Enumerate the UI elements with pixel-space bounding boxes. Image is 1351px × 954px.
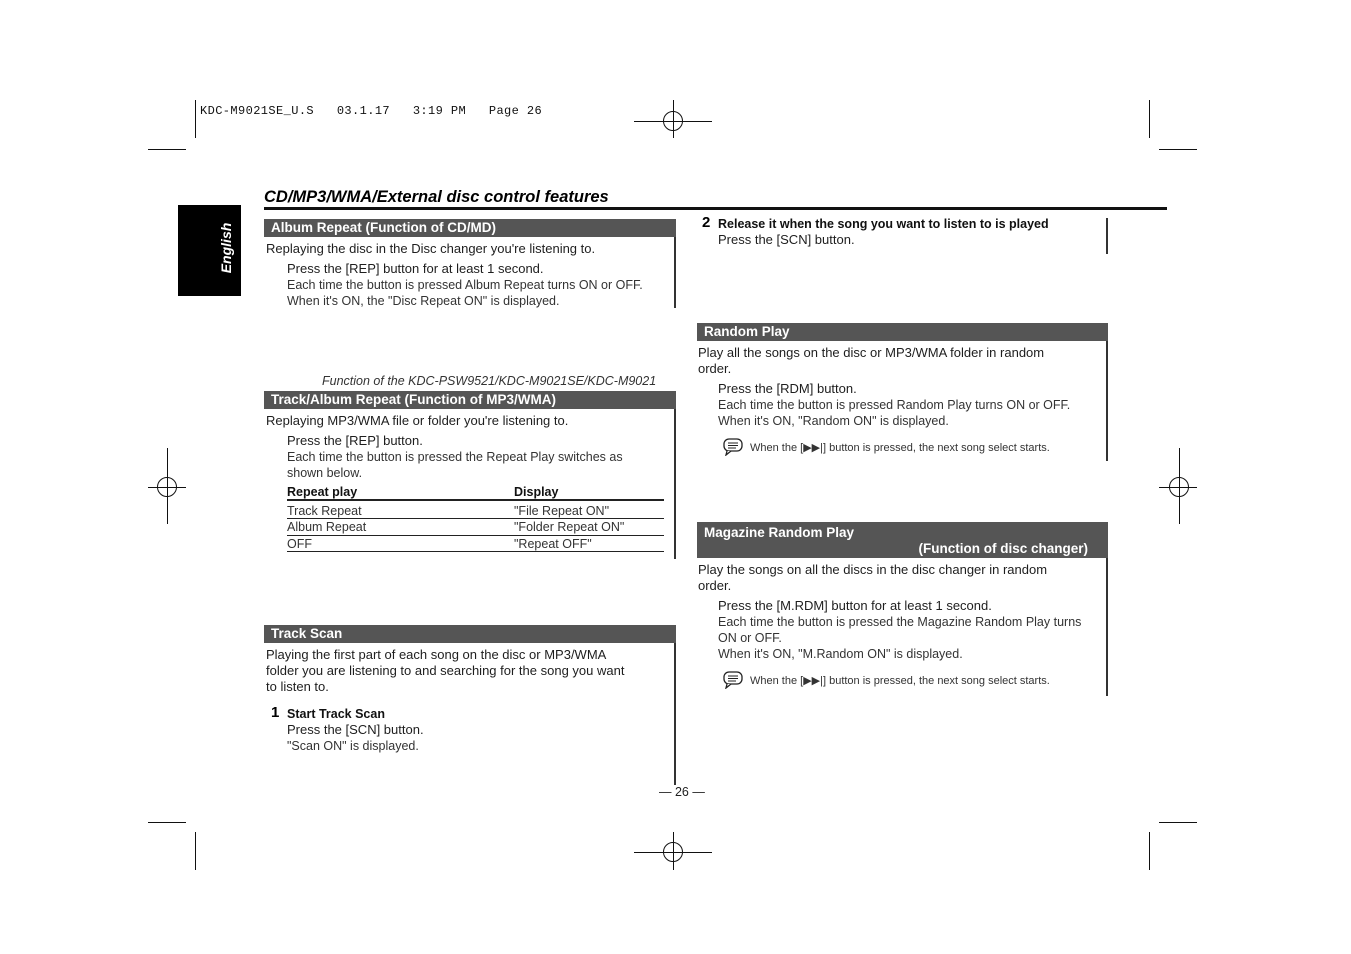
- print-header: KDC-M9021SE_U.S 03.1.17 3:19 PM Page 26: [200, 104, 543, 118]
- magazine-random-heading-title: Magazine Random Play: [704, 525, 855, 540]
- album-repeat-detail: When it's ON, the "Disc Repeat ON" is displayed.: [287, 294, 560, 308]
- note-icon: [722, 671, 744, 689]
- album-repeat-instruction: Press the [REP] button for at least 1 second.: [287, 261, 544, 276]
- crop-mark: [195, 832, 196, 870]
- track-scan-instruction: Press the [SCN] button.: [287, 722, 424, 737]
- random-play-intro: order.: [698, 361, 732, 376]
- table-row: OFF: [287, 537, 312, 551]
- track-album-repeat-instruction: Press the [REP] button.: [287, 433, 423, 448]
- column-rule: [674, 409, 676, 559]
- random-play-instruction: Press the [RDM] button.: [718, 381, 857, 396]
- step-title: Start Track Scan: [287, 707, 385, 721]
- magazine-random-heading-subtitle: (Function of disc changer): [918, 541, 1088, 556]
- title-rule: [264, 207, 1167, 210]
- step-title: Release it when the song you want to listen to is played: [718, 217, 1049, 231]
- crop-mark: [1159, 822, 1197, 823]
- magazine-random-detail: When it's ON, "M.Random ON" is displayed.: [718, 647, 963, 661]
- magazine-random-detail: Each time the button is pressed the Magazine Random Play turns: [718, 615, 1082, 629]
- album-repeat-heading: Album Repeat (Function of CD/MD): [264, 219, 676, 237]
- table-row: "Folder Repeat ON": [514, 520, 625, 534]
- step-number: 2: [702, 214, 711, 231]
- note-icon: [722, 438, 744, 456]
- column-rule: [1106, 558, 1108, 696]
- random-play-note: When the [▶▶|] button is pressed, the next song select starts.: [750, 442, 1050, 454]
- crop-mark: [1149, 100, 1150, 138]
- magazine-random-note: When the [▶▶|] button is pressed, the next song select starts.: [750, 675, 1050, 687]
- page-title: CD/MP3/WMA/External disc control features: [264, 188, 609, 206]
- random-play-detail: Each time the button is pressed Random Play turns ON or OFF.: [718, 398, 1071, 412]
- track-scan-intro: to listen to.: [266, 679, 329, 694]
- album-repeat-detail: Each time the button is pressed Album Repeat turns ON or OFF.: [287, 278, 643, 292]
- track-album-repeat-heading: Track/Album Repeat (Function of MP3/WMA): [264, 391, 676, 409]
- magazine-random-instruction: Press the [M.RDM] button for at least 1 second.: [718, 598, 992, 613]
- track-album-repeat-intro: Replaying MP3/WMA file or folder you're listening to.: [266, 413, 569, 428]
- crop-mark: [1149, 832, 1150, 870]
- random-play-detail: When it's ON, "Random ON" is displayed.: [718, 414, 949, 428]
- track-scan-detail: "Scan ON" is displayed.: [287, 739, 419, 753]
- table-row: "Repeat OFF": [514, 537, 592, 551]
- crop-mark: [148, 822, 186, 823]
- function-note: Function of the KDC-PSW9521/KDC-M9021SE/KDC-M9021: [322, 374, 657, 388]
- column-rule: [1106, 341, 1108, 461]
- crop-mark: [195, 100, 196, 138]
- track-scan-heading: Track Scan: [264, 625, 676, 643]
- album-repeat-intro: Replaying the disc in the Disc changer you're listening to.: [266, 241, 596, 256]
- track-scan-intro: folder you are listening to and searching for the song you want: [266, 663, 625, 678]
- language-tab-label: English: [218, 222, 234, 274]
- magazine-random-intro: order.: [698, 578, 732, 593]
- column-rule: [1106, 218, 1108, 254]
- table-header-repeat-play: Repeat play: [287, 485, 358, 499]
- table-row: Album Repeat: [287, 520, 367, 534]
- crop-mark: [148, 149, 186, 150]
- table-header-display: Display: [514, 485, 559, 499]
- table-row: "File Repeat ON": [514, 504, 610, 518]
- random-play-heading: Random Play: [697, 323, 1108, 341]
- crop-mark: [1159, 149, 1197, 150]
- track-album-repeat-detail: shown below.: [287, 466, 363, 480]
- track-album-repeat-detail: Each time the button is pressed the Repeat Play switches as: [287, 450, 623, 464]
- track-scan-intro: Playing the first part of each song on the disc or MP3/WMA: [266, 647, 607, 662]
- random-play-intro: Play all the songs on the disc or MP3/WMA folder in random: [698, 345, 1045, 360]
- magazine-random-detail: ON or OFF.: [718, 631, 782, 645]
- magazine-random-heading: [697, 522, 1108, 558]
- magazine-random-intro: Play the songs on all the discs in the disc changer in random: [698, 562, 1048, 577]
- column-rule: [674, 237, 676, 308]
- table-row: Track Repeat: [287, 504, 362, 518]
- page-number: — 26 —: [659, 785, 705, 799]
- step-number: 1: [271, 704, 280, 721]
- column-rule: [674, 643, 676, 785]
- step2-instruction: Press the [SCN] button.: [718, 232, 855, 247]
